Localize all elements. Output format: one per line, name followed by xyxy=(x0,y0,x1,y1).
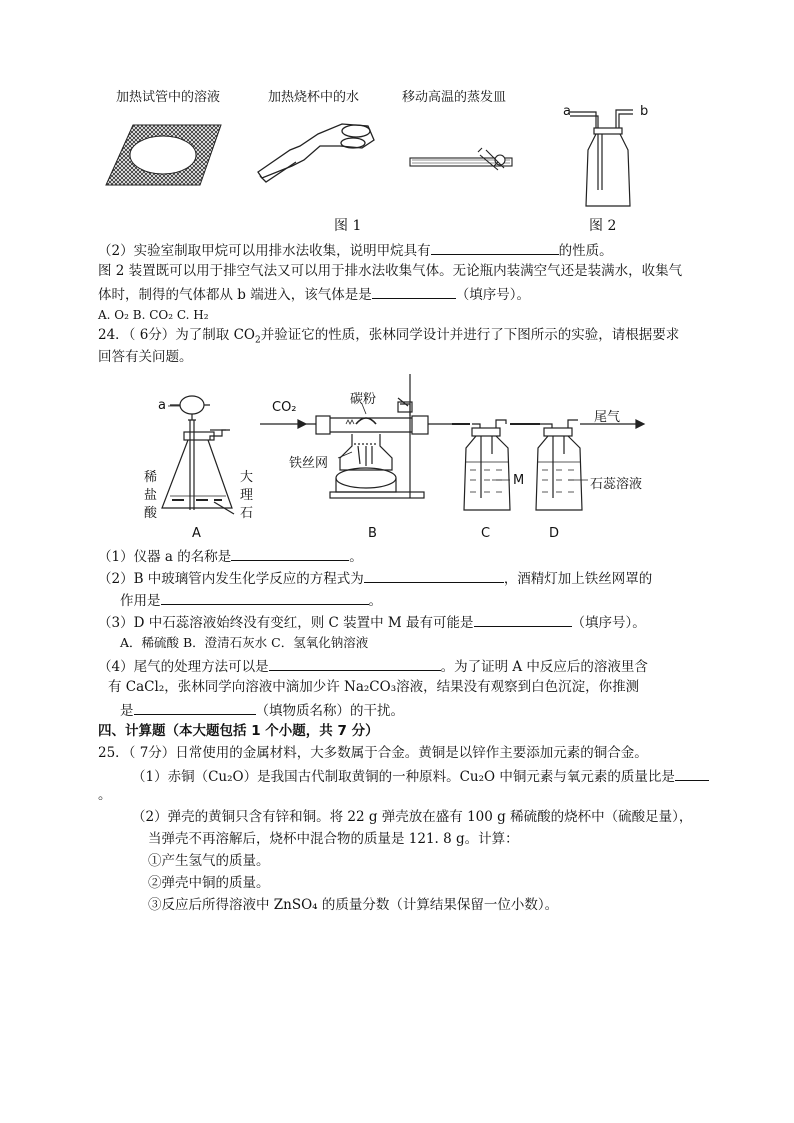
q24-p3-options: A．稀硫酸 B．澄清石灰水 C．氢氧化钠溶液 xyxy=(120,635,369,650)
apparatus-a xyxy=(162,396,234,514)
q23-2-line1: （2）实验室制取甲烷可以用排水法收集，说明甲烷具有 的性质。 xyxy=(98,240,613,260)
label-marble-2: 理 xyxy=(240,488,254,503)
q23-2-line3: 体时，制得的气体都从 b 端进入，该气体是是 （填序号）。 xyxy=(98,284,530,304)
fig2-label-a: a xyxy=(563,104,571,119)
answer-blank[interactable] xyxy=(134,700,256,715)
q24-p4b: 有 CaCl₂，张林同学向溶液中滴加少许 Na₂CO₃溶液，结果没有观察到白色沉淀，你推测 xyxy=(108,679,640,695)
answer-blank[interactable] xyxy=(474,612,572,627)
app-label-c: C xyxy=(481,526,491,541)
co2-arrow xyxy=(260,420,306,428)
app-label-d: D xyxy=(549,526,560,541)
answer-blank[interactable] xyxy=(675,766,709,781)
q25-s2: ②弹壳中铜的质量。 xyxy=(148,875,270,891)
answer-blank[interactable] xyxy=(231,546,349,561)
diagram-label-co2: CO₂ xyxy=(272,400,297,415)
fig1-label-test-tube: 加热试管中的溶液 xyxy=(116,90,221,105)
q24-p4c: 是 （填物质名称）的干扰。 xyxy=(120,700,404,720)
apparatus-b xyxy=(306,374,452,498)
label-dilute-2: 盐 xyxy=(144,488,158,503)
app-label-b: B xyxy=(368,526,377,541)
section4-heading: 四、计算题（本大题包括 1 个小题，共 7 分） xyxy=(98,723,379,739)
app-label-a: A xyxy=(192,526,201,541)
answer-blank[interactable] xyxy=(161,590,369,605)
fig2-label-b: b xyxy=(640,104,649,119)
co2-apparatus-diagram xyxy=(0,0,794,560)
diagram-label-wire-gauze: 铁丝网 xyxy=(289,456,329,471)
q25-p1: （1）赤铜（Cu₂O）是我国古代制取黄铜的一种原料。Cu₂O 中铜元素与氧元素的质量比是 xyxy=(132,766,709,786)
q23-2-line2: 图 2 装置既可以用于排空气法又可以用于排水法收集气体。无论瓶内装满空气还是装满水，收集气 xyxy=(98,263,683,279)
q25-s1: ①产生氢气的质量。 xyxy=(148,853,270,869)
apparatus-c xyxy=(464,420,510,510)
q24-p4: （4）尾气的处理方法可以是 。为了证明 A 中反应后的溶液里含 xyxy=(98,656,648,676)
fig2-caption: 图 2 xyxy=(589,218,617,234)
diagram-label-tail-gas: 尾气 xyxy=(594,410,621,425)
label-marble-1: 大 xyxy=(240,470,254,485)
diagram-label-litmus: 石蕊溶液 xyxy=(590,477,643,492)
apparatus-d xyxy=(536,420,588,510)
fig1-caption: 图 1 xyxy=(334,218,362,234)
q25-p1-end: 。 xyxy=(98,787,112,803)
fig1-label-beaker: 加热烧杯中的水 xyxy=(268,90,360,105)
answer-blank[interactable] xyxy=(269,656,441,671)
diagram-label-m: M xyxy=(513,473,525,488)
label-dilute-3: 酸 xyxy=(144,506,158,521)
diagram-label-carbon: 碳粉 xyxy=(350,392,377,407)
q24-intro: 24．（ 6分）为了制取 $CO_2$并验证它的性质，张林同学设计并进行了下图所示的实验，请根据要求 xyxy=(98,327,680,346)
q25-intro: 25．（ 7分）日常使用的金属材料，大多数属于合金。黄铜是以锌作主要添加元素的铜合金。 xyxy=(98,745,648,761)
q25-p2b: 当弹壳不再溶解后，烧杯中混合物的质量是 121. 8 g。计算： xyxy=(148,831,519,847)
q23-2-options: A. O₂ B. CO₂ C. H₂ xyxy=(98,308,209,322)
q25-p2a: （2）弹壳的黄铜只含有锌和铜。将 22 g 弹壳放在盛有 100 g 稀硫酸的烧杯中（硫酸足量）， xyxy=(132,809,693,825)
diagram-label-a: a xyxy=(158,398,166,413)
fig1-label-dish: 移动高温的蒸发皿 xyxy=(402,90,507,105)
q24-p2: （2）B 中玻璃管内发生化学反应的方程式为 ，酒精灯加上铁丝网罩的 xyxy=(98,568,652,588)
answer-blank[interactable] xyxy=(364,568,504,583)
q24-p1: （1）仪器 a 的名称是 。 xyxy=(98,546,363,566)
q25-s3: ③反应后所得溶液中 ZnSO₄ 的质量分数（计算结果保留一位小数）。 xyxy=(148,897,559,913)
label-marble-3: 石 xyxy=(240,506,254,521)
label-dilute-1: 稀 xyxy=(144,470,158,485)
q24-p3: （3）D 中石蕊溶液始终没有变红，则 C 装置中 M 最有可能是 （填序号）。 xyxy=(98,612,646,632)
q24-intro2: 回答有关问题。 xyxy=(98,349,193,365)
q24-p2b: 作用是 。 xyxy=(120,590,382,610)
